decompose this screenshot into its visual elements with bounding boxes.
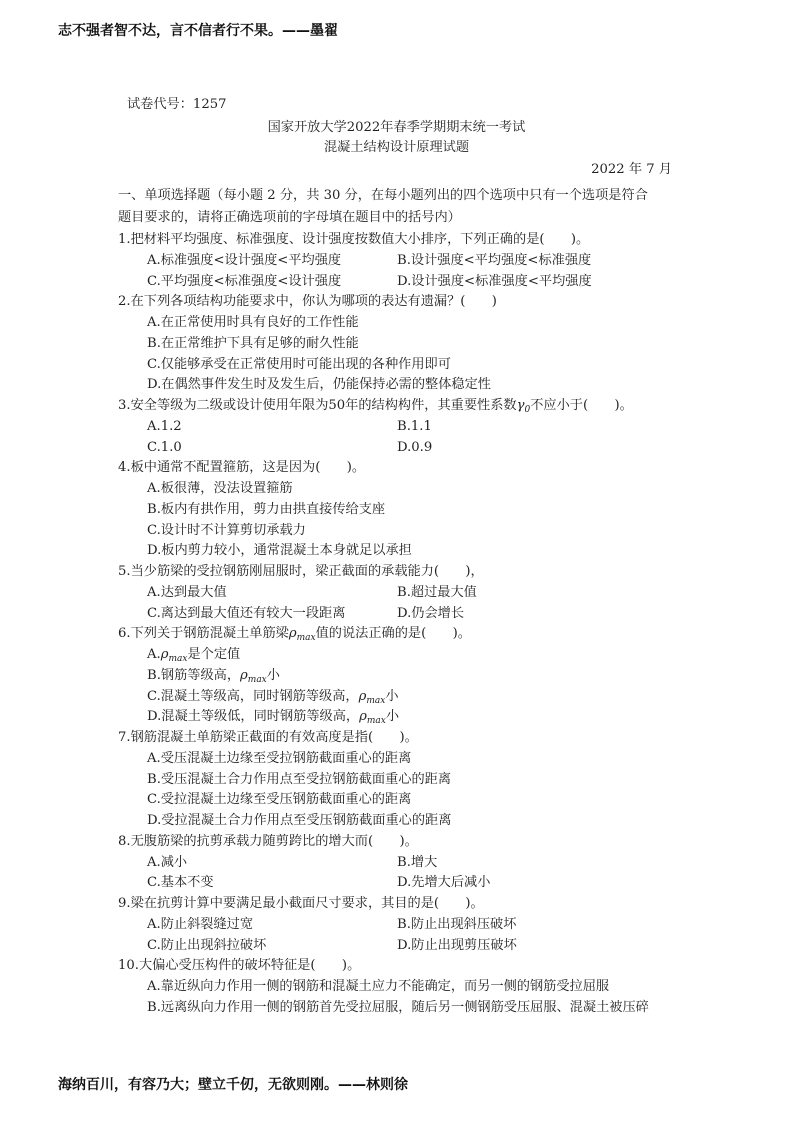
gamma-0-symbol: $\gamma_0$ xyxy=(516,398,531,415)
answer-option: A.受压混凝土边缘至受拉钢筋截面重心的距离 xyxy=(147,751,412,766)
exam-date: 2022 年 7 月 xyxy=(591,162,672,177)
paper-code: 试卷代号：1257 xyxy=(127,97,227,112)
answer-option: B.防止出现斜压破坏 xyxy=(397,917,517,932)
question-stem: 1.把材料平均强度、标准强度、设计强度按数值大小排序，下列正确的是( )。 xyxy=(118,232,590,247)
answer-option: C.离达到最大值还有较大一段距离 xyxy=(147,606,346,621)
answer-option: D.设计强度<标准强度<平均强度 xyxy=(397,274,592,289)
answer-option: C.设计时不计算剪切承载力 xyxy=(147,523,306,538)
answer-option: A.标准强度<设计强度<平均强度 xyxy=(147,253,342,268)
answer-option: B.受压混凝土合力作用点至受拉钢筋截面重心的距离 xyxy=(147,772,452,787)
rho-max-symbol: $\rho_{max}$ xyxy=(288,626,316,643)
question-stem: 2.在下列各项结构功能要求中，你认为哪项的表达有遗漏？( ) xyxy=(118,294,497,309)
answer-option: A.减小 xyxy=(147,855,188,870)
answer-option: D.仍会增长 xyxy=(397,606,465,621)
answer-option: A.在正常使用时具有良好的工作性能 xyxy=(147,315,359,330)
answer-option: A.1.2 xyxy=(147,419,182,434)
question-stem: 3.安全等级为二级或设计使用年限为50年的结构构件，其重要性系数$\gamma_0$不应小于( )。 xyxy=(118,398,633,415)
question-stem: 9.梁在抗剪计算中要满足最小截面尺寸要求，其目的是( )。 xyxy=(118,896,484,911)
answer-option: B.设计强度<平均强度<标准强度 xyxy=(397,253,592,268)
answer-option: B.钢筋等级高，$\rho_{max}$小 xyxy=(147,668,280,685)
answer-option: D.在偶然事件发生时及发生后，仍能保持必需的整体稳定性 xyxy=(147,377,491,392)
answer-option: C.平均强度<标准强度<设计强度 xyxy=(147,274,342,289)
section-instructions-line1: 一、单项选择题（每小题 2 分，共 30 分，在每小题列出的四个选项中只有一个选项是符合 xyxy=(118,188,648,203)
answer-option: D.板内剪力较小，通常混凝土本身就足以承担 xyxy=(147,543,412,558)
rho-max-symbol: $\rho_{max}$ xyxy=(240,668,267,685)
answer-option: C.仅能够承受在正常使用时可能出现的各种作用即可 xyxy=(147,357,451,372)
answer-option: D.0.9 xyxy=(397,440,433,455)
answer-option: B.在正常维护下具有足够的耐久性能 xyxy=(147,336,359,351)
answer-option: C.1.0 xyxy=(147,440,182,455)
answer-option: C.基本不变 xyxy=(147,875,214,890)
rho-max-symbol: $\rho_{max}$ xyxy=(359,709,386,726)
answer-option: B.增大 xyxy=(397,855,438,870)
answer-option: C.受拉混凝土边缘至受压钢筋截面重心的距离 xyxy=(147,792,412,807)
answer-option: A.达到最大值 xyxy=(147,585,227,600)
answer-option: B.板内有拱作用，剪力由拱直接传给支座 xyxy=(147,502,386,517)
answer-option: B.1.1 xyxy=(397,419,432,434)
answer-option: C.防止出现斜拉破坏 xyxy=(147,938,267,953)
answer-option: C.混凝土等级高，同时钢筋等级高，$\rho_{max}$小 xyxy=(147,689,399,706)
answer-option: B.远离纵向力作用一侧的钢筋首先受拉屈服，随后另一侧钢筋受压屈服、混凝土被压碎 xyxy=(147,1000,649,1015)
rho-max-symbol: $\rho_{max}$ xyxy=(160,647,188,664)
answer-option: B.超过最大值 xyxy=(397,585,477,600)
answer-option: D.防止出现剪压破坏 xyxy=(397,938,517,953)
answer-option: A.靠近纵向力作用一侧的钢筋和混凝土应力不能确定，而另一侧的钢筋受拉屈服 xyxy=(147,979,610,994)
top-quote: 志不强者智不达，言不信者行不果。——墨翟 xyxy=(58,23,338,39)
answer-option: A.板很薄，没法设置箍筋 xyxy=(147,481,293,496)
bottom-quote: 海纳百川，有容乃大；壁立千仞，无欲则刚。——林则徐 xyxy=(58,1077,408,1093)
question-stem: 10.大偏心受压构件的破坏特征是( )。 xyxy=(118,958,361,973)
question-stem: 7.钢筋混凝土单筋梁正截面的有效高度是指( )。 xyxy=(118,730,418,745)
question-stem: 8.无腹筋梁的抗剪承载力随剪跨比的增大而( )。 xyxy=(118,834,418,849)
answer-option: D.先增大后减小 xyxy=(397,875,491,890)
rho-max-symbol: $\rho_{max}$ xyxy=(358,689,386,706)
answer-option: D.混凝土等级低，同时钢筋等级高，$\rho_{max}$小 xyxy=(147,709,400,726)
question-stem: 5.当少筋梁的受拉钢筋刚屈服时，梁正截面的承载能力( )， xyxy=(118,564,484,579)
exam-title: 国家开放大学2022年春季学期期末统一考试 xyxy=(267,120,526,135)
answer-option: $A.\rho_{max}$是个定值 xyxy=(147,647,241,664)
question-stem: 4.板中通常不配置箍筋，这是因为( )。 xyxy=(118,460,366,475)
section-instructions-line2: 题目要求的，请将正确选项前的字母填在题目中的括号内） xyxy=(118,210,461,225)
question-stem: 6.下列关于钢筋混凝土单筋梁$\rho_{max}$值的说法正确的是( )。 xyxy=(118,626,471,643)
exam-subtitle: 混凝土结构设计原理试题 xyxy=(323,140,470,155)
answer-option: D.受拉混凝土合力作用点至受压钢筋截面重心的距离 xyxy=(147,813,452,828)
answer-option: A.防止斜裂缝过宽 xyxy=(147,917,254,932)
